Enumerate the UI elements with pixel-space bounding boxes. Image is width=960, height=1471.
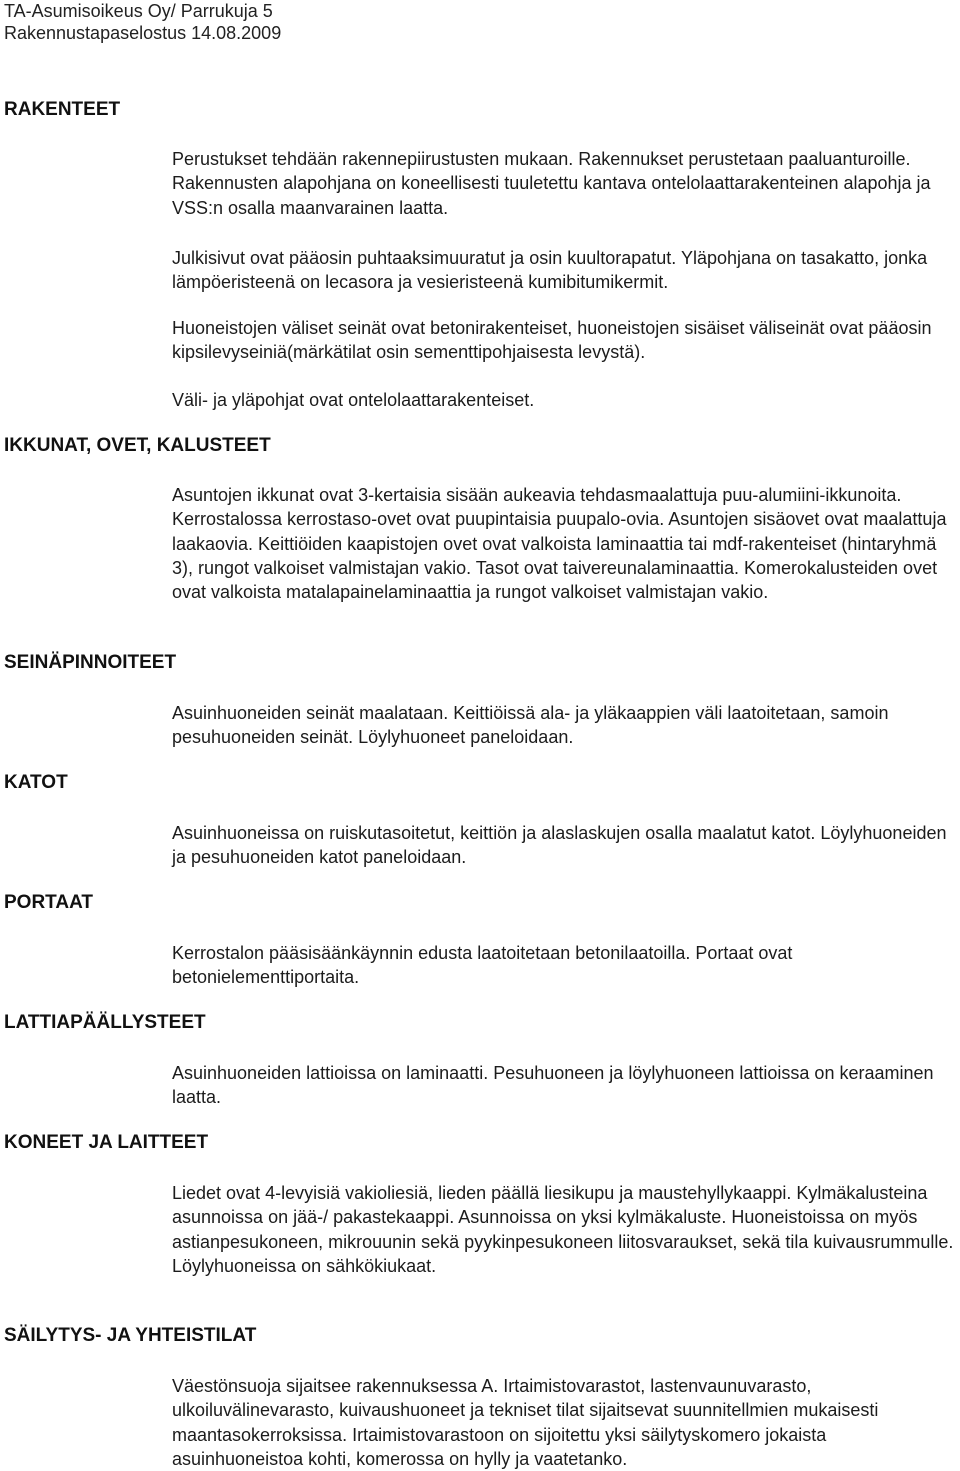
- paragraph-seinapinnoitteet: Asuinhuoneiden seinät maalataan. Keittiöissä ala- ja yläkaappien väli laatoitetaan, samoin pesuhuoneiden seinät. Löylyhuoneet paneloidaan.: [172, 703, 889, 748]
- paragraph-perustukset: Perustukset tehdään rakennepiirustusten mukaan. Rakennukset perustetaan paaluanturoille. Rakennusten alapohjana on koneellisesti tuuletettu kantava ontelolaattarakenteinen alapohja ja VSS:n osalla maanvarainen laatta.: [172, 149, 931, 218]
- paragraph-julkisivut: Julkisivut ovat pääosin puhtaaksimuuratut ja osin kuultorapatut. Yläpohjana on tasakatto, jonka lämpöeristeenä on lecasora ja vesieristeenä kumibitumikermit.: [172, 248, 928, 293]
- heading-rakenteet: RAKENTEET: [4, 99, 121, 120]
- document-title-date: Rakennustapaselostus 14.08.2009: [4, 23, 282, 43]
- paragraph-portaat: Kerrostalon pääsisäänkäynnin edusta laatoitetaan betonilaatoilla. Portaat ovat betonielementtiportaita.: [172, 943, 793, 988]
- heading-sailytys-ja-yhteistilat: SÄILYTYS- JA YHTEISTILAT: [4, 1325, 257, 1346]
- paragraph-koneet: Liedet ovat 4-levyisiä vakioliesiä, lieden päällä liesikupu ja maustehyllykaappi. Kylmäkalusteina asunnoissa on jää-/ pakastekaappi. Asunnoissa on yksi kylmäkaluste. Huoneistoissa on myös astianpesukoneen, mikrouunin sekä pyykinpesukoneen liitosvaraukset, sekä tila kuivausrummulle. Löylyhuoneissa on sähkökiukaat.: [172, 1183, 954, 1276]
- heading-lattiapaallysteet: LATTIAPÄÄLLYSTEET: [4, 1012, 206, 1033]
- heading-ikkunat-ovet-kalusteet: IKKUNAT, OVET, KALUSTEET: [4, 435, 271, 456]
- heading-portaat: PORTAAT: [4, 892, 94, 913]
- paragraph-sailytys: Väestönsuoja sijaitsee rakennuksessa A. Irtaimistovarastot, lastenvaunuvarasto, ulkoiluvälinevarasto, kuivaushuoneet ja tekniset tilat sijaitsevat suunnitellmien mukaisesti maantasokerroksissa. Irtaimistovarastoon on sijoitettu yksi säilytyskomero jokaista asuinhuoneistoa kohti, komerossa on hylly ja vaatetanko.: [172, 1376, 879, 1469]
- company-address: TA-Asumisoikeus Oy/ Parrukuja 5: [4, 1, 273, 21]
- heading-koneet-ja-laitteet: KONEET JA LAITTEET: [4, 1132, 209, 1153]
- heading-katot: KATOT: [4, 772, 68, 793]
- paragraph-ikkunat: Asuntojen ikkunat ovat 3-kertaisia sisään aukeavia tehdasmaalattuja puu-alumiini-ikkunoita. Kerrostalossa kerrostaso-ovet ovat puupintaisia puupalo-ovia. Asuntojen sisäovet ovat maalattuja laakaovia. Keittiöiden kaapistojen ovet ovat valkoista laminaattia tai mdf-rakenteiset (hintaryhmä 3), rungot valkoiset valmistajan vakio. Tasot ovat taivereunalaminaattia. Komerokalusteiden ovet ovat valkoista matalapainelaminaattia ja rungot valkoiset valmistajan vakio.: [172, 485, 947, 603]
- paragraph-lattiapaallysteet: Asuinhuoneiden lattioissa on laminaatti. Pesuhuoneen ja löylyhuoneen lattioissa on keraaminen laatta.: [172, 1063, 934, 1108]
- heading-seinapinnoitteet: SEINÄPINNOITEET: [4, 652, 177, 673]
- paragraph-valiseinat: Huoneistojen väliset seinät ovat betonirakenteiset, huoneistojen sisäiset väliseinät ovat pääosin kipsilevyseiniä(märkätilat osin sementtipohjaisesta levystä).: [172, 318, 932, 363]
- paragraph-valipohjat: Väli- ja yläpohjat ovat ontelolaattarakenteiset.: [172, 390, 535, 410]
- paragraph-katot: Asuinhuoneissa on ruiskutasoitetut, keittiön ja alaslaskujen osalla maalatut katot. Löylyhuoneiden ja pesuhuoneiden katot paneloidaan.: [172, 823, 947, 868]
